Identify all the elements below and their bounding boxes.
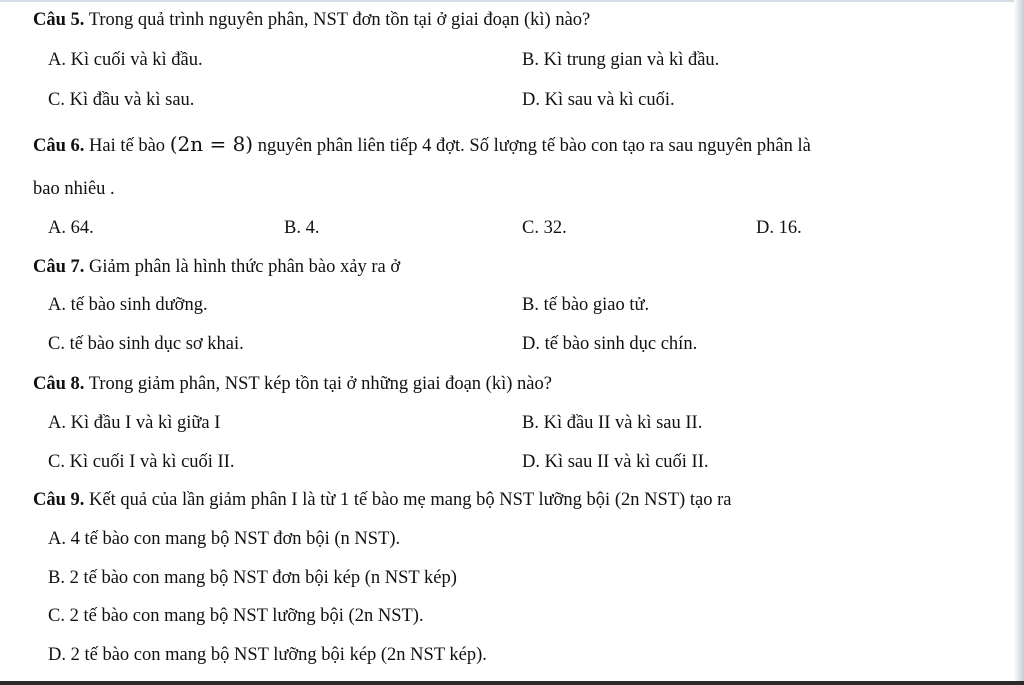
q6-option-b: B. 4. [284, 218, 320, 238]
question-number: Câu 5. [33, 10, 85, 30]
question-stem-before: Hai tế bào [89, 136, 166, 156]
question-number: Câu 9. [33, 490, 85, 510]
question-stem: Kết quả của lần giảm phân I là từ 1 tế bào mẹ mang bộ NST lưỡng bội (2n NST) tạo ra [89, 490, 732, 510]
q9-option-a: A. 4 tế bào con mang bộ NST đơn bội (n NST). [48, 529, 401, 549]
question-stem: Trong quả trình nguyên phân, NST đơn tồn tại ở giai đoạn (kì) nào? [88, 10, 591, 30]
q9-option-d: D. 2 tế bào con mang bộ NST lưỡng bội kép (2n NST kép). [48, 645, 487, 665]
q7-option-c: C. tế bào sinh dục sơ khai. [48, 334, 244, 354]
q8-option-a: A. Kì đầu I và kì giữa I [48, 413, 221, 433]
question-6-continuation: bao nhiêu . [33, 179, 115, 199]
q5-option-a: A. Kì cuối và kì đầu. [48, 50, 203, 70]
q7-option-d: D. tế bào sinh dục chín. [522, 334, 698, 354]
q8-option-c: C. Kì cuối I và kì cuối II. [48, 452, 235, 472]
right-edge-shadow [1014, 0, 1024, 685]
q5-option-d: D. Kì sau và kì cuối. [522, 90, 675, 110]
question-number: Câu 8. [33, 374, 85, 394]
question-stem-after: nguyên phân liên tiếp 4 đợt. Số lượng tế bào con tạo ra sau nguyên phân là [257, 136, 811, 156]
question-9 [33, 489, 731, 511]
q6-option-c: C. 32. [522, 218, 567, 238]
q8-option-d: D. Kì sau II và kì cuối II. [522, 452, 709, 472]
q7-option-b: B. tế bào giao tử. [522, 295, 650, 315]
q5-option-b: B. Kì trung gian và kì đầu. [522, 50, 720, 70]
q8-option-b: B. Kì đầu II và kì sau II. [522, 413, 703, 433]
question-7 [33, 256, 400, 278]
q9-option-b: B. 2 tế bào con mang bộ NST đơn bội kép (n NST kép) [48, 568, 457, 588]
top-border [0, 0, 1024, 2]
question-stem: Trong giảm phân, NST kép tồn tại ở những giai đoạn (kì) nào? [88, 374, 552, 394]
bottom-border [0, 681, 1024, 685]
q7-option-a: A. tế bào sinh dưỡng. [48, 295, 208, 315]
q5-option-c: C. Kì đầu và kì sau. [48, 90, 195, 110]
q9-option-c: C. 2 tế bào con mang bộ NST lưỡng bội (2n NST). [48, 606, 424, 626]
q6-option-a: A. 64. [48, 218, 94, 238]
question-stem: Giảm phân là hình thức phân bào xảy ra ở [89, 257, 401, 277]
question-number: Câu 7. [33, 257, 85, 277]
math-expression: (2n = 8) [169, 132, 254, 156]
question-8 [33, 373, 552, 395]
question-6 [33, 133, 811, 157]
question-5 [33, 9, 590, 31]
question-number: Câu 6. [33, 136, 85, 156]
q6-option-d: D. 16. [756, 218, 802, 238]
